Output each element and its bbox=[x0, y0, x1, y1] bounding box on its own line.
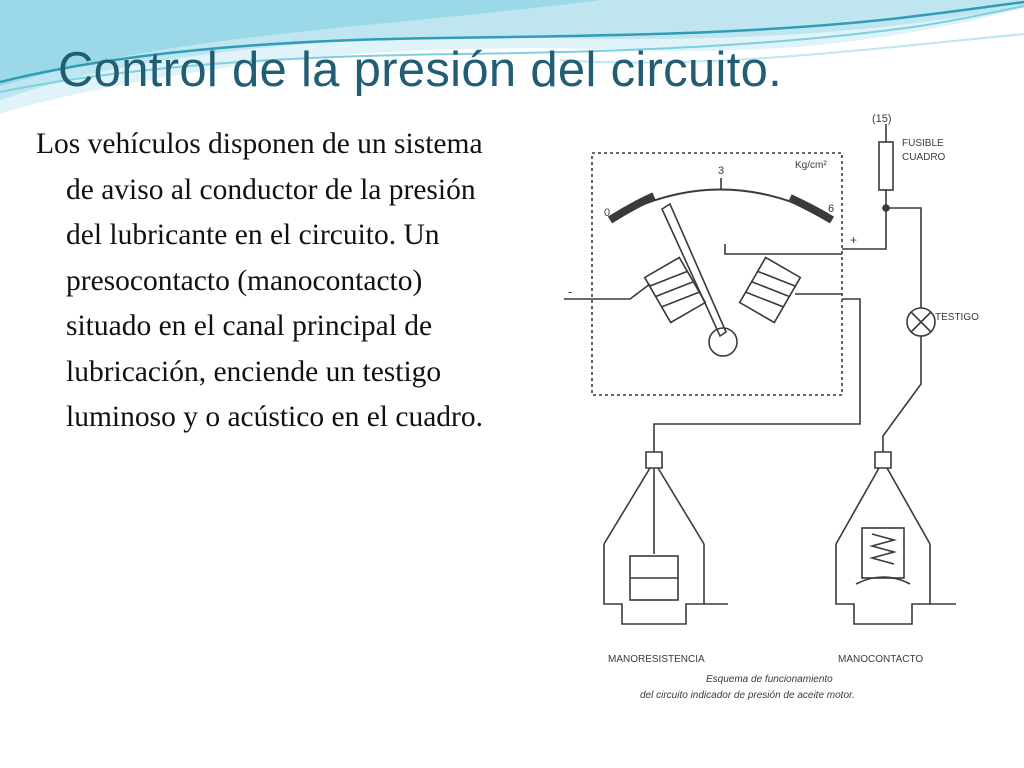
slide-title: Control de la presión del circuito. bbox=[58, 43, 783, 97]
caption-line-2: del circuito indicador de presión de aceite motor. bbox=[640, 690, 855, 701]
diagram-svg bbox=[520, 104, 1020, 744]
gauge-mid-label: 3 bbox=[718, 165, 725, 177]
sender-left-label: MANORESISTENCIA bbox=[608, 654, 705, 665]
gauge-unit-label: Kg/cm² bbox=[795, 160, 827, 171]
body-paragraph: Los vehículos disponen de un sistema de aviso al conductor de la presión del lubricante en el circuito. Un presocontacto (manocontacto) situado en el canal principal de lubricación, enciende un testigo luminoso y o acústico en el cuadro. bbox=[36, 128, 483, 433]
minus-sign-label: - bbox=[568, 284, 573, 299]
gauge-min-label: 0 bbox=[604, 207, 611, 219]
fuse-terminal-label: (15) bbox=[872, 113, 892, 125]
oil-pressure-circuit-diagram bbox=[520, 104, 1020, 744]
plus-sign-label: + bbox=[850, 233, 858, 247]
lamp-label: TESTIGO bbox=[935, 312, 979, 323]
sender-right-label: MANOCONTACTO bbox=[838, 654, 924, 665]
fuse-symbol bbox=[879, 142, 893, 190]
caption-line-1: Esquema de funcionamiento bbox=[706, 674, 833, 685]
fuse-label-1: FUSIBLE bbox=[902, 138, 944, 149]
fuse-label-2: CUADRO bbox=[902, 152, 946, 163]
gauge-max-label: 6 bbox=[828, 203, 835, 215]
slide-body bbox=[36, 122, 506, 441]
